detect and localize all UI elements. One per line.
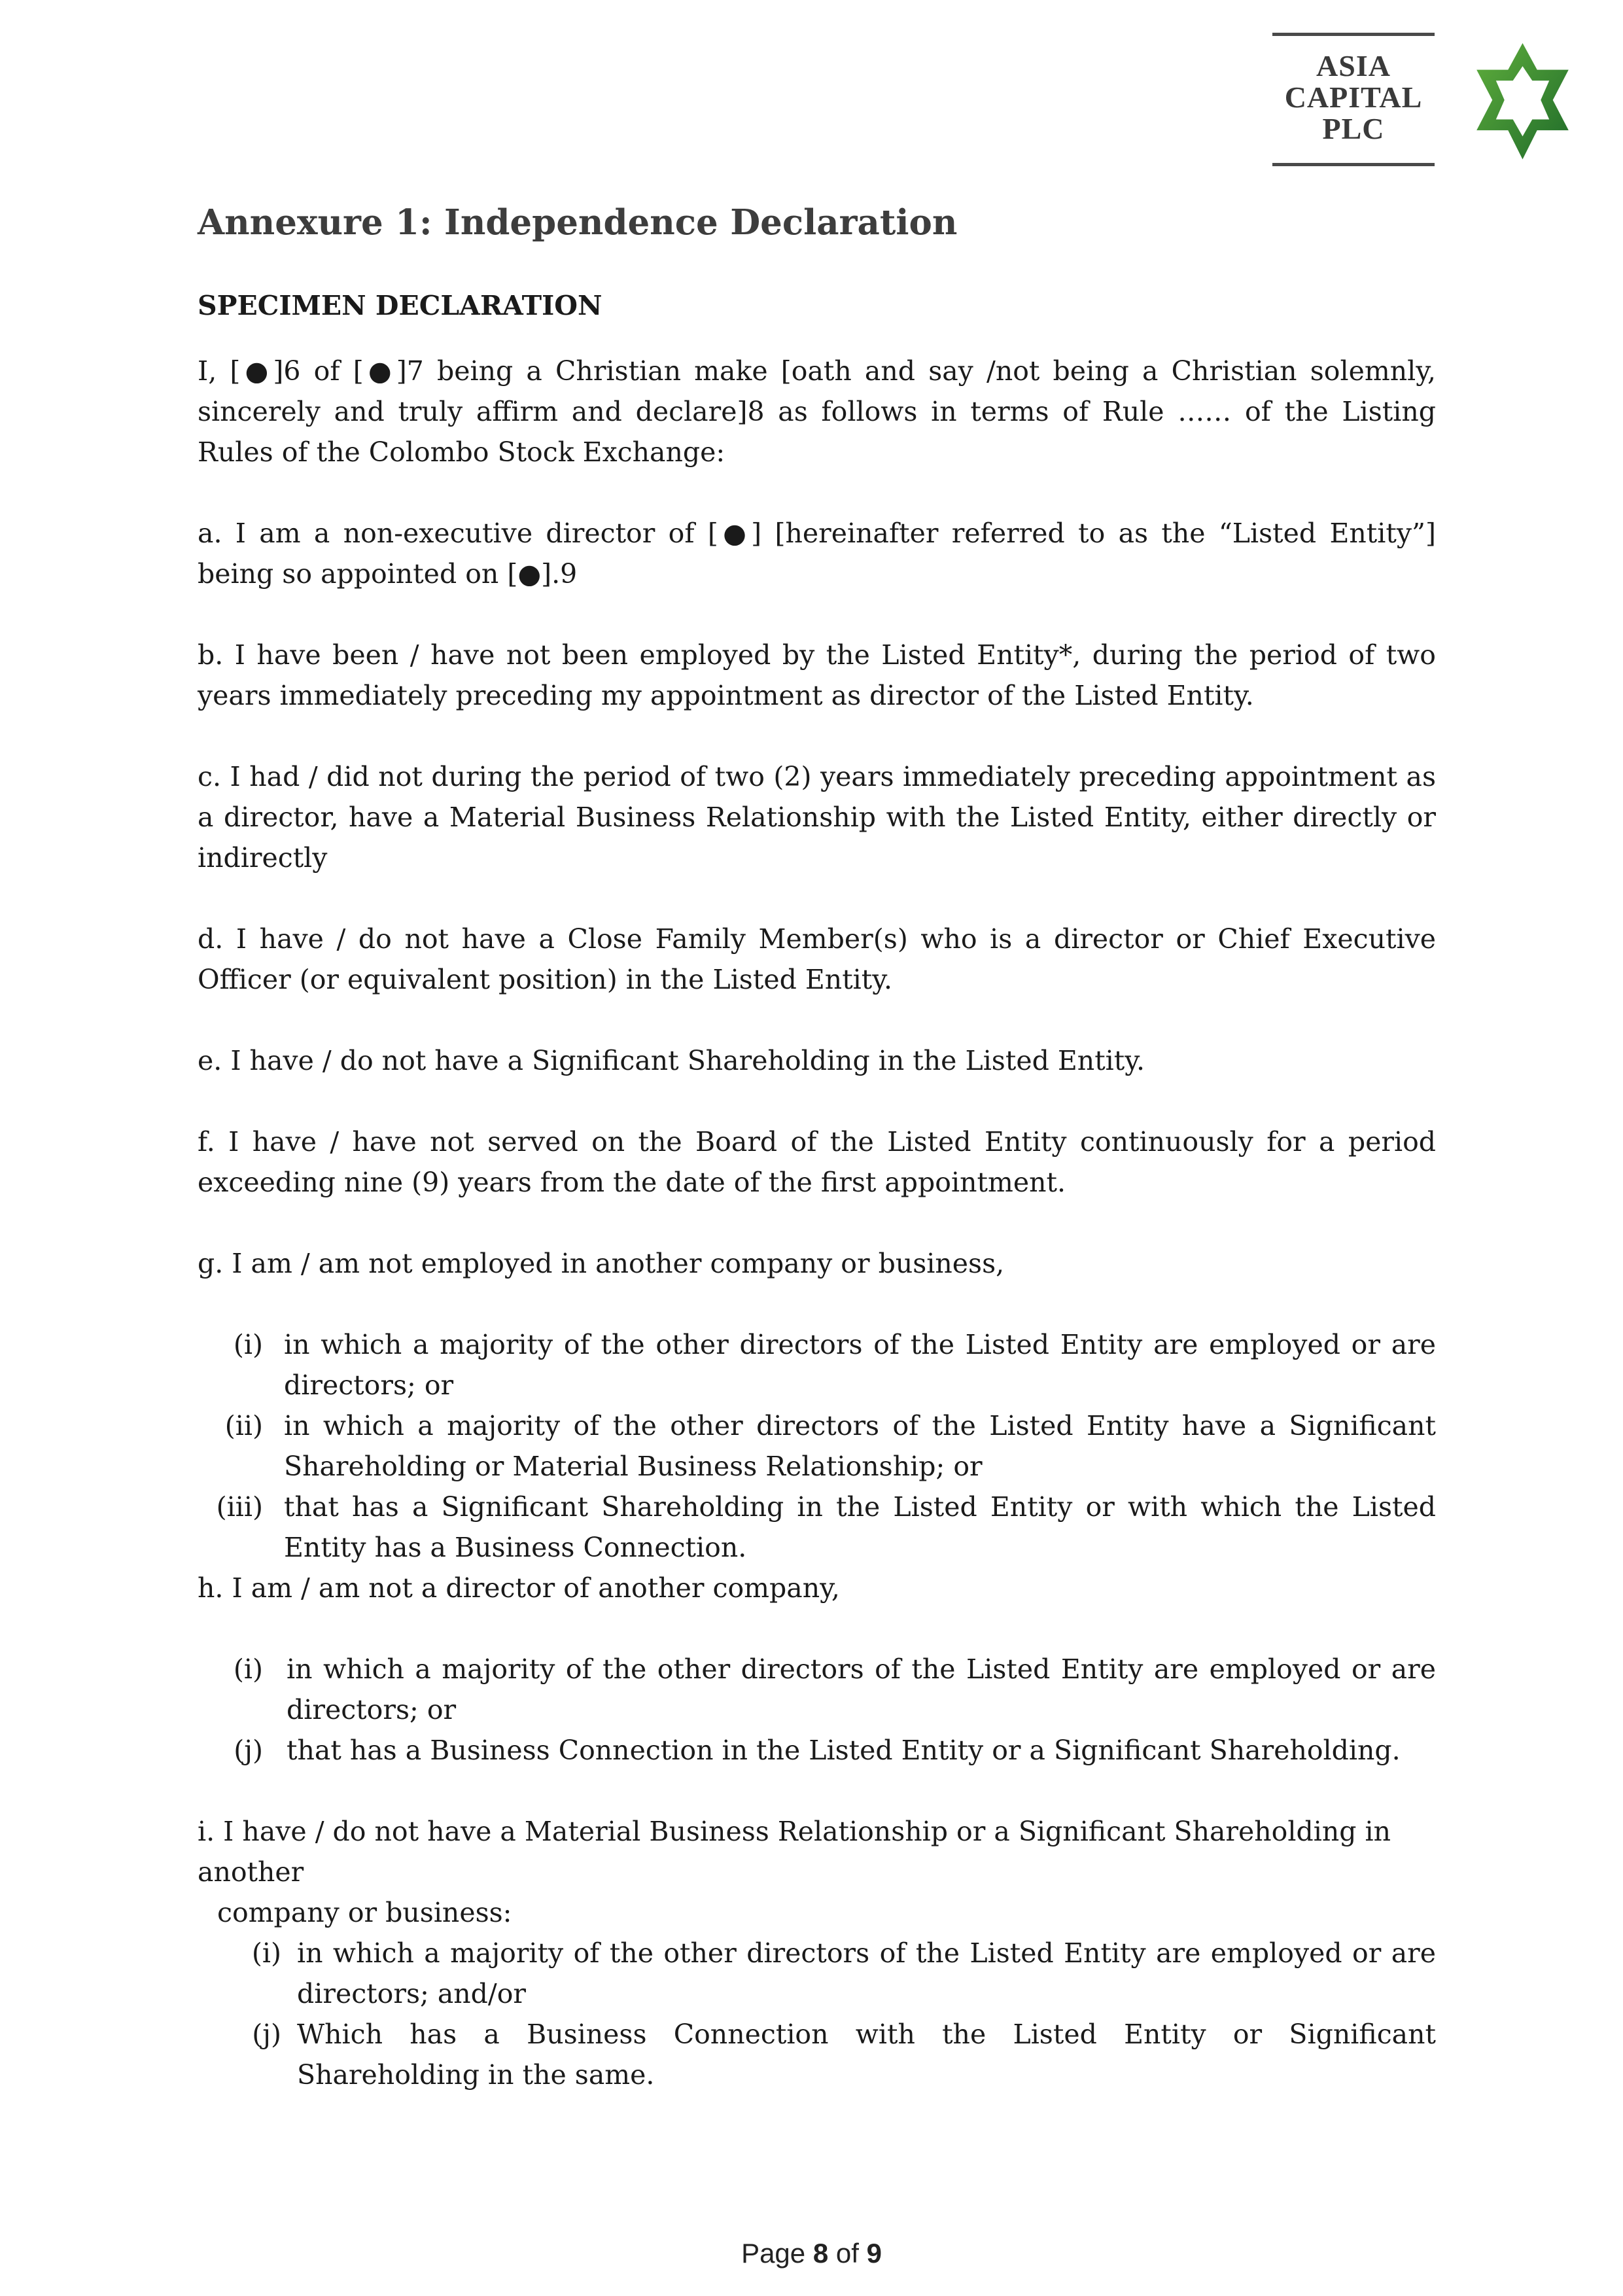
- company-logo: [1272, 33, 1583, 170]
- declaration-body: [198, 196, 1436, 2095]
- clause-i: i. I have / do not have a Material Business Relationship or a Significant Shareholding in another company or business:: [198, 1816, 1391, 1928]
- clause-d: d. I have / do not have a Close Family Member(s) who is a director or Chief Executive Officer (or equivalent position) in the Listed Entity.: [198, 923, 1436, 995]
- clause-f: f. I have / have not served on the Board of the Listed Entity continuously for a period exceeding nine (9) years from the date of the first appointment.: [198, 1126, 1436, 1198]
- clause-h: h. I am / am not a director of another company,: [198, 1572, 840, 1604]
- clause-c: c. I had / did not during the period of two (2) years immediately preceding appointment as a director, have a Material Business Relationship with the Listed Entity, either directly or indirectly: [198, 761, 1436, 874]
- list-item: (i) in which a majority of the other directors of the Listed Entity are employed or are directors; or: [233, 1653, 1436, 1725]
- clause-b: b. I have been / have not been employed by the Listed Entity*, during the period of two years immediately preceding my appointment as director of the Listed Entity.: [198, 639, 1436, 711]
- page-title: Annexure 1: Independence Declaration: [198, 202, 958, 243]
- list-item: (iii) that has a Significant Shareholding in the Listed Entity or with which the Listed Entity has a Business Connection.: [216, 1491, 1436, 1563]
- list-item: (i) in which a majority of the other directors of the Listed Entity are employed or are directors; or: [233, 1329, 1436, 1401]
- logo-wordmark: [1272, 33, 1435, 166]
- clause-g-list: [198, 1324, 1436, 1568]
- clause-g: g. I am / am not employed in another company or business,: [198, 1248, 1005, 1279]
- intro-paragraph: I, [●]6 of [●]7 being a Christian make [oath and say /not being a Christian solemnly, sincerely and truly affirm and declare]8 as follows in terms of Rule …… of the Listing Rules of the Colombo Stock Exchange:: [198, 355, 1436, 468]
- list-item: (i) in which a majority of the other directors of the Listed Entity are employed or are directors; and/or: [251, 1937, 1436, 2009]
- star-emblem-icon: [1462, 39, 1583, 167]
- list-item: (ii) in which a majority of the other directors of the Listed Entity have a Significant Shareholding or Material Business Relationship; or: [224, 1410, 1436, 1482]
- clause-a: a. I am a non-executive director of [●] [hereinafter referred to as the “Listed Entity”] being so appointed on [●].9: [198, 518, 1436, 590]
- list-item: (j) Which has a Business Connection with the Listed Entity or Significant Shareholding in the same.: [252, 2019, 1436, 2091]
- clause-h-list: [198, 1649, 1436, 1771]
- page-number: Page 8 of 9: [741, 2238, 882, 2269]
- list-item: (j) that has a Business Connection in the Listed Entity or a Significant Shareholding.: [234, 1735, 1401, 1766]
- clause-e: e. I have / do not have a Significant Shareholding in the Listed Entity.: [198, 1045, 1145, 1076]
- clause-i-list: [198, 1933, 1436, 2095]
- section-heading: SPECIMEN DECLARATION: [198, 290, 602, 321]
- logo-text: ASIA CAPITAL PLC: [1284, 49, 1423, 145]
